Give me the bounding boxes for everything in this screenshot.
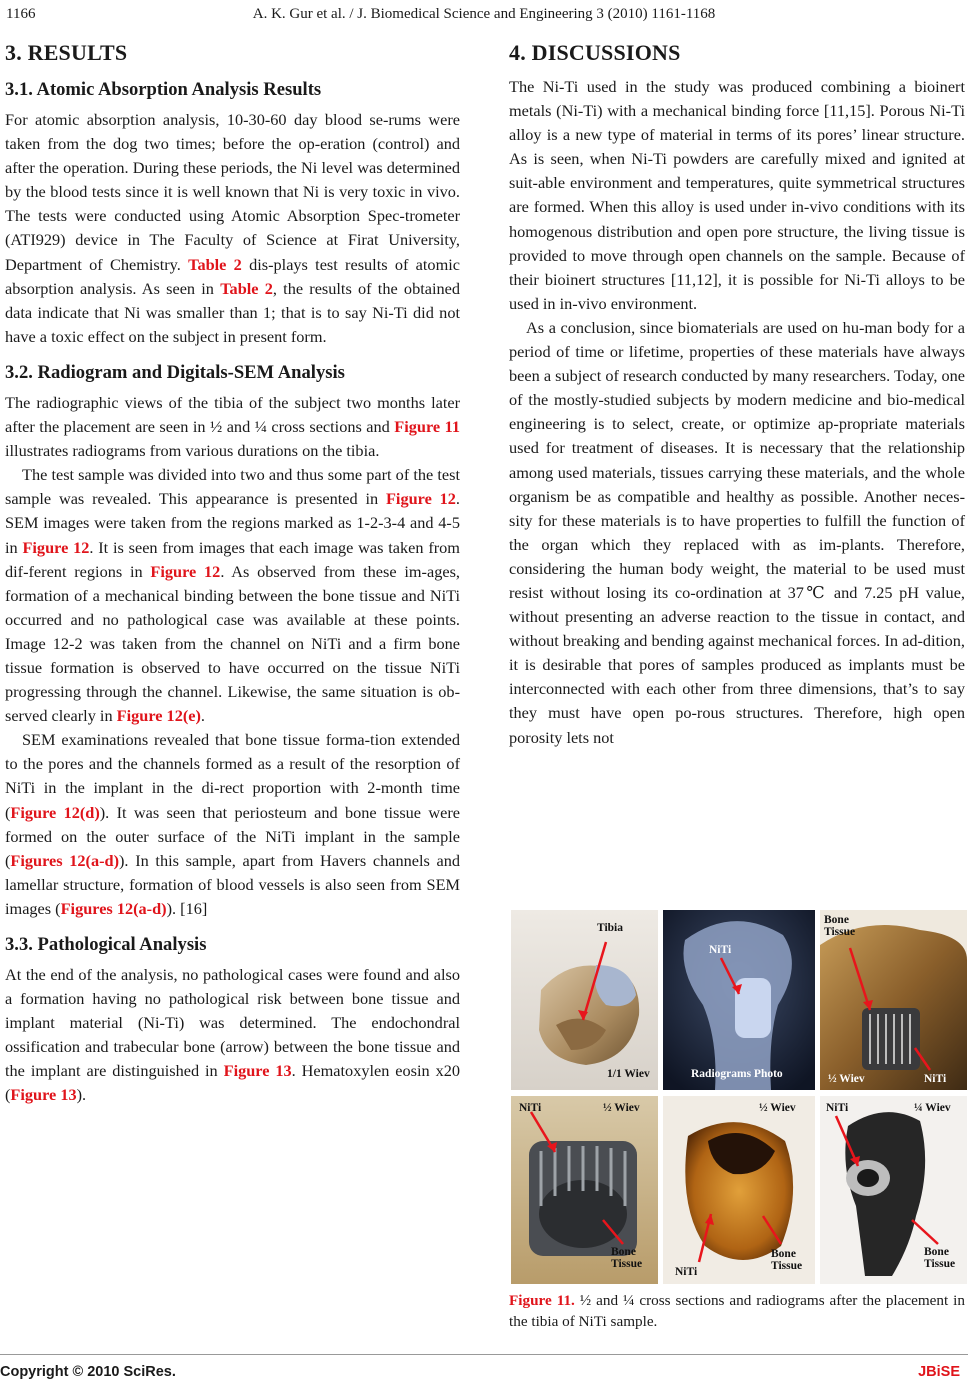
figure-13-link[interactable]: Figure 13 [223, 1061, 292, 1081]
figure-11 [511, 910, 967, 1284]
section-3-3-heading: 3.3. Pathological Analysis [5, 934, 207, 955]
left-column [5, 40, 460, 1108]
discussions-heading: 4. DISCUSSIONS [509, 40, 681, 65]
figure-panel-half-view-1 [820, 910, 967, 1090]
footer-rule [0, 1354, 968, 1355]
figure-12-link[interactable]: Figure 12 [150, 561, 221, 581]
figure-panel-quarter-view [820, 1096, 967, 1284]
page-number: 1166 [6, 6, 36, 22]
running-title: A. K. Gur et al. / J. Biomedical Science and Engineering 3 (2010) 1161-1168 [252, 6, 716, 22]
label-half-view: ½ Wiev [828, 1073, 865, 1085]
section-3-1-heading: 3.1. Atomic Absorption Analysis Results [5, 79, 322, 100]
figure-12e-link[interactable]: Figure 12(e) [116, 706, 201, 726]
right-column [509, 40, 965, 750]
discussion-paragraph-1: The Ni-Ti used in the study was produced combining a bioinert metals (Ni-Ti) with a mechanical binding force [11,15]. Porous Ni-Ti alloy is a new type of material in terms of its pores’ linear structure. As is seen, when Ni-Ti powders are carefully mixed and ignited at suit-able environment and temperatures, quite symmetrical structures are formed. When this alloy is used under in-vivo conditions with its homogenous distribution and open pore structure, the living tissue is provided to move through open channels on the sample. Because of their bioinert structures [11,12], it is possible for Ni-Ti alloys to be used in in-vivo environment. [509, 77, 965, 313]
figures-12ad-link[interactable]: Figures 12(a-d) [10, 850, 120, 870]
radiogram-photo [663, 910, 815, 1090]
figure-panel-half-view-3 [663, 1096, 815, 1284]
label-half-view: ½ Wiev [759, 1102, 796, 1114]
figures-12ad-link[interactable]: Figures 12(a-d) [60, 898, 167, 918]
label-niti: NiTi [675, 1266, 698, 1278]
figure-panel-half-view-2 [511, 1096, 658, 1284]
label-quarter-view: ¼ Wiev [914, 1102, 951, 1114]
section-3-2-heading: 3.2. Radiogram and Digitals-SEM Analysis [5, 361, 345, 383]
figure-11-link[interactable]: Figure 11 [394, 417, 460, 437]
figure-13-link[interactable]: Figure 13 [10, 1085, 77, 1105]
figure-11-caption: Figure 11. ½ and ¼ cross sections and radiograms after the placement in the tibia of NiTi sample. [509, 1292, 965, 1330]
label-half-view: ½ Wiev [603, 1102, 640, 1114]
figure-12-link[interactable]: Figure 12 [385, 489, 456, 509]
results-heading: 3. RESULTS [5, 40, 128, 65]
label-niti: NiTi [924, 1073, 947, 1085]
figure-panel-radiogram [663, 910, 815, 1090]
section-3-2-paragraph-3: SEM examinations revealed that bone tissue forma-tion extended to the pores and the channels formed as a result of the resorption of NiTi in the implant in the di-rect proportion with 2-month time (Figure 12(d)). It was seen that periosteum and bone tissue were formed on the outer surface of the NiTi implant in the sample (Figures 12(a-d)). In this sample, apart from Havers channels and lamellar structure, formation of blood vessels is also seen from SEM images (Figures 12(a-d)). [16] [5, 730, 460, 918]
figure-12d-link[interactable]: Figure 12(d) [10, 802, 100, 822]
journal-name: JBiSE [918, 1364, 960, 1380]
label-view: 1/1 Wiev [607, 1068, 650, 1080]
figure-12-link[interactable]: Figure 12 [22, 537, 90, 557]
table-2-link[interactable]: Table 2 [188, 254, 242, 274]
section-3-2-paragraph-2: The test sample was divided into two and thus some part of the test sample was revealed. This appearance is presented in Figure 12. SEM images were taken from the regions marked as 1-2-3-4 and 4-5 in Figure 12. It is seen from images that each image was taken from dif-ferent regions in Figure 12. As observed from these im-ages, formation of a mechanical binding between the bone tissue and NiTi occurred and no pathological case was available at these points. Image 12-2 was taken from the channel on NiTi and a firm bone tissue formation is observed to have occurred on the tissue NiTi progressing through the channel. Likewise, the same situation is ob-served clearly in Figure 12(e). [5, 465, 460, 726]
table-2-link[interactable]: Table 2 [220, 278, 273, 298]
section-3-3-paragraph: At the end of the analysis, no pathological cases were found and also a formation having no pathological risk between bone tissue and implant material (Ni-Ti) was determined. The endochondral ossification and trabecular bone (arrow) between the bone tissue and the implant are distinguished in Figure 13. Hematoxylen eosin x20 (Figure 13). [5, 965, 460, 1105]
label-niti: NiTi [826, 1102, 849, 1114]
label-bone-tissue: Bone Tissue [824, 914, 856, 938]
page-header [0, 0, 968, 30]
label-bone-tissue: Bone Tissue [611, 1246, 643, 1270]
label-niti: NiTi [709, 944, 732, 956]
section-3-2-paragraph-1: The radiographic views of the tibia of the subject two months later after the placement are seen in ½ and ¼ cross sections and Figure 11 illustrates radiograms from various durations on the tibia. [5, 392, 460, 461]
copyright: Copyright © 2010 SciRes. [0, 1364, 176, 1380]
label-radiograms-photo: Radiograms Photo [691, 1068, 783, 1080]
label-tibia: Tibia [597, 922, 623, 934]
label-niti: NiTi [519, 1102, 542, 1114]
figure-11-label: Figure 11. [509, 1292, 575, 1309]
label-bone-tissue: Bone Tissue [771, 1248, 803, 1272]
figure-panel-tibia [511, 910, 658, 1090]
section-3-1-paragraph: For atomic absorption analysis, 10-30-60 day blood se-rums were taken from the dog two times; before the op-eration (control) and after the operation. During these periods, the Ni level was determined by the blood tests since it is well known that Ni is very toxic in vivo. The tests were conducted using Atomic Absorption Spec-trometer (ATI929) device in The Faculty of Science at Firat University, Department of Chemistry. Table 2 dis-plays test results of atomic absorption analysis. As seen in Table 2, the results of the obtained data indicate that Ni was smaller than 1; that is to say Ni-Ti did not have a toxic effect on the subject in present form. [5, 110, 460, 346]
label-bone-tissue: Bone Tissue [924, 1246, 956, 1270]
tibia-photo [511, 910, 658, 1090]
discussion-paragraph-2: As a conclusion, since biomaterials are used on hu-man body for a period of time or lifetime, properties of these materials have always been a subject of research conducted by many researchers. Today, one of the mostly-studied subjects by modern medicine and bio-medical engineering is to select, create, or optimize ap-propriate materials used for treatment of diseases. It is necessary that the relationship among used materials, tissues carrying these materials, and the whole organism be as compatible and healthy as possible. Another neces-sity for these materials is to have properties to fulfill the function of the organ which they replaced with as im-plants. Therefore, considering the human body weight, the material to be used must resist without losing its co-ordination at 37℃ and 7.25 pH value, without presenting an adverse reaction to the tissue in contact, and without breaking and bending against mechanical forces. In ad-dition, it is desirable that pores of samples produced as implants must be interconnected with each other from three dimensions, that’s to say they must have open po-rous structures. Therefore, high open porosity lets not [509, 317, 965, 747]
